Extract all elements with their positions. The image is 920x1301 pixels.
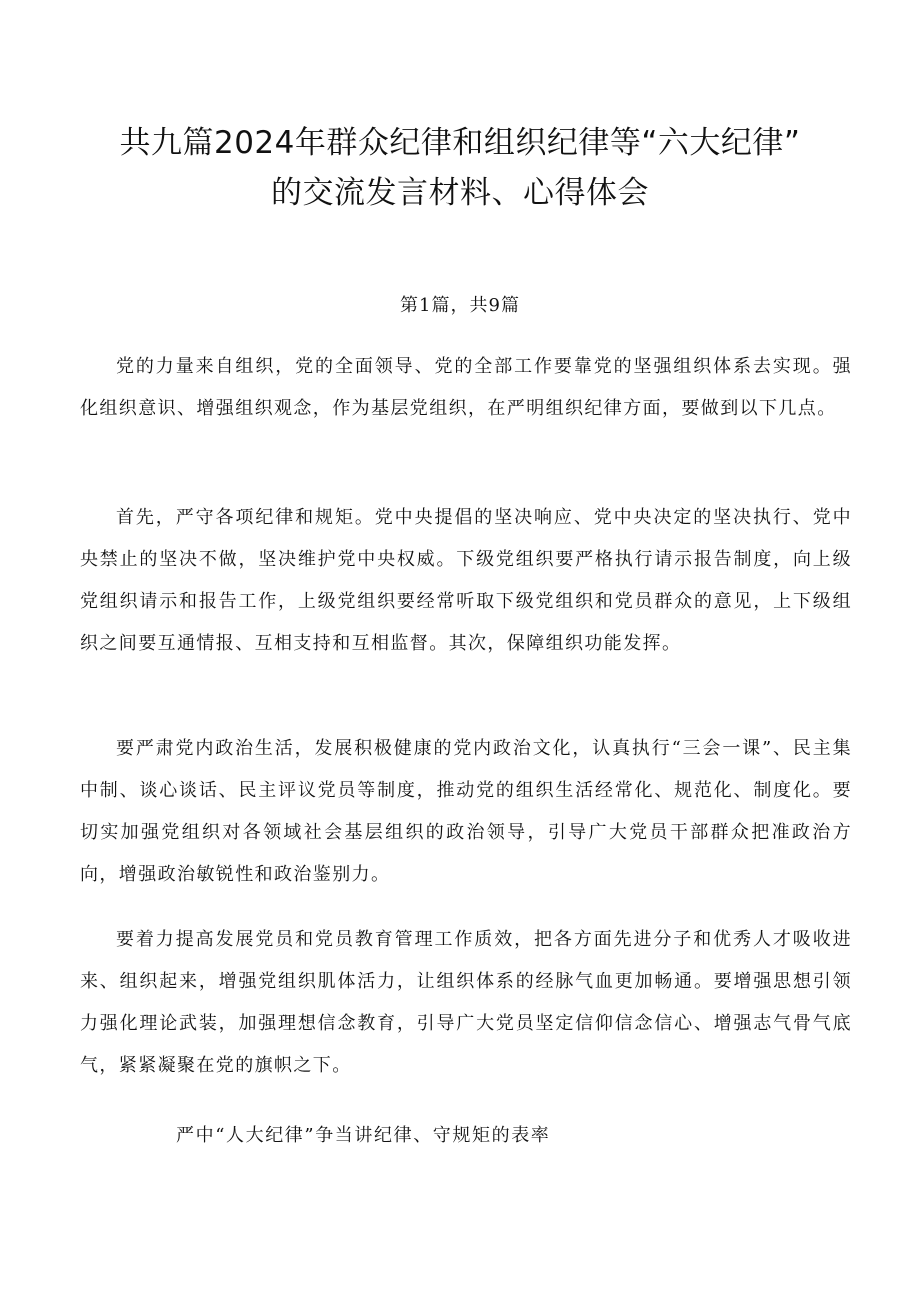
section-label: 第1篇，共9篇	[400, 295, 520, 316]
paragraph-3: 要严肃党内政治生活，发展积极健康的党内政治文化，认真执行“三会一课”、民主集中制、谈心谈话、民主评议党员等制度，推动党的组织生活经常化、规范化、制度化。要切实加强党组织对各领域社会基层组织的政治领导，引导广大党员干部群众把准政治方向，增强政治敏锐性和政治鉴别力。	[80, 738, 852, 885]
document-title	[40, 118, 880, 218]
paragraph-1: 党的力量来自组织，党的全面领导、党的全部工作要靠党的坚强组织体系去实现。强化组织意识、增强组织观念，作为基层党组织，在严明组织纪律方面，要做到以下几点。	[80, 356, 852, 419]
title-line-1: 共九篇2024年群众纪律和组织纪律等“六大纪律”	[119, 125, 801, 161]
paragraph-2: 首先，严守各项纪律和规矩。党中央提倡的坚决响应、党中央决定的坚决执行、党中央禁止的坚决不做，坚决维护党中央权威。下级党组织要严格执行请示报告制度，向上级党组织请示和报告工作，上级党组织要经常听取下级党组织和党员群众的意见，上下级组织之间要互通情报、互相支持和互相监督。其次，保障组织功能发挥。	[80, 507, 852, 654]
paragraph-4: 要着力提高发展党员和党员教育管理工作质效，把各方面先进分子和优秀人才吸收进来、组织起来，增强党组织肌体活力，让组织体系的经脉气血更加畅通。要增强思想引领力强化理论武装，加强理想信念教育，引导广大党员坚定信仰信念信心、增强志气骨气底气，紧紧凝聚在党的旗帜之下。	[80, 929, 852, 1076]
title-line-2: 的交流发言材料、心得体会	[271, 175, 649, 211]
section-subheading: 严中“人大纪律”争当讲纪律、守规矩的表率	[176, 1125, 551, 1146]
